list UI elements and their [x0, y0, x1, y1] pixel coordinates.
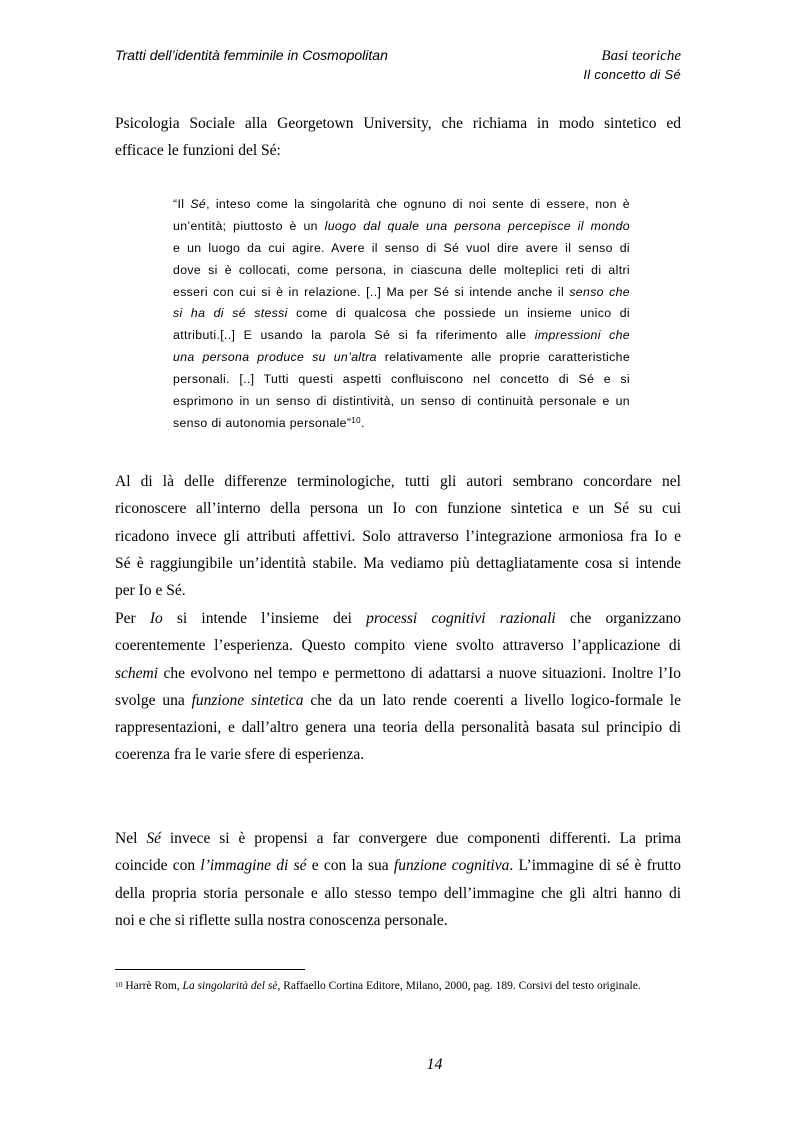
text-line [115, 714, 681, 741]
text-run: relativamente alle proprie caratteristiche [376, 350, 631, 365]
text-run: Per [115, 610, 150, 627]
text-run: efficace le funzioni del Sé: [115, 142, 281, 160]
text-line [115, 605, 681, 632]
italic-run: Sé [190, 197, 207, 211]
text-run: della propria storia personale e allo stesso tempo dell’immagine che gli altri hanno di [115, 884, 681, 902]
text-run: coerenza fra le varie sfere di esperienza. [115, 746, 365, 764]
text-line [115, 110, 681, 137]
text-line [173, 282, 630, 304]
header-subsection-title: Il concetto di Sé [583, 67, 681, 82]
block-quote [173, 194, 630, 435]
footnote-author: Harrè Rom, [122, 980, 183, 992]
text-line [115, 852, 681, 879]
text-line [115, 825, 681, 852]
paragraph-2 [115, 605, 681, 769]
text-run: Sé è raggiungibile un’identità stabile. Ma vediamo più dettagliatamente cosa si intende [115, 554, 681, 572]
italic-run: si ha di sé stessi [173, 306, 288, 321]
text-line [115, 523, 681, 550]
text-run: senso di autonomia personale” [173, 415, 352, 430]
intro-paragraph [115, 110, 681, 165]
header-section-title: Basi teoriche [601, 48, 681, 64]
text-run: come di qualcosa che possiede un insieme unico di [287, 306, 630, 321]
text-run: Psicologia Sociale alla Georgetown University, che richiama in modo sintetico ed [115, 115, 681, 132]
text-line [173, 325, 630, 347]
text-line [115, 577, 681, 604]
text-line [115, 468, 681, 495]
text-run: ricadono invece gli attributi affettivi. Solo attraverso l’integrazione armoniosa fra Io e [115, 527, 681, 545]
text-run: si intende l’insieme dei [162, 610, 367, 627]
italic-run: processi cognitivi razionali [366, 610, 556, 627]
paragraph-1 [115, 468, 681, 604]
text-line [173, 194, 630, 216]
text-run: coincide con [115, 857, 201, 875]
paragraph-3 [115, 825, 681, 934]
footnote-ref: 10 [351, 415, 361, 425]
text-run: coerentemente l’esperienza. Questo compito viene svolto attraverso l’applicazione di [115, 637, 681, 655]
text-run: “Il [173, 197, 191, 211]
text-run: personali. [..] Tutti questi aspetti confluiscono nel concetto di Sé e si [173, 372, 630, 387]
text-run: . [360, 415, 365, 430]
text-run: svolge una [115, 691, 192, 709]
text-run: dove si è collocati, come persona, in ciascuna delle molteplici reti di altri [173, 262, 630, 277]
footnote-title: La singolarità del sè [182, 980, 278, 992]
text-run: che organizzano [555, 610, 682, 627]
text-line [115, 880, 681, 907]
text-run: , inteso come la singolarità che ognuno di noi sente di essere, non è [206, 197, 630, 211]
text-run: riconoscere all’interno della persona un Io con funzione sintetica e un Sé su cui [115, 500, 681, 518]
text-run: esprimono in un senso di distintività, un senso di continuità personale e un [173, 394, 630, 409]
text-run: attributi.[..] E usando la parola Sé si fa riferimento alle [173, 328, 535, 343]
italic-run: senso che [569, 284, 630, 299]
text-run: che evolvono nel tempo e permettono di adattarsi a nuove situazioni. Inoltre l’Io [158, 664, 681, 682]
text-run: un’entità; piuttosto è un [173, 218, 325, 233]
text-line [173, 260, 630, 282]
header-left-title: Tratti dell’identità femminile in Cosmopolitan [115, 47, 388, 63]
text-line [115, 550, 681, 577]
italic-run: Sé [146, 830, 161, 847]
text-line [115, 137, 681, 164]
footnote-separator [115, 969, 305, 970]
text-line [115, 660, 681, 687]
italic-run: luogo dal quale una persona percepisce il mondo [324, 218, 630, 233]
text-line [173, 216, 630, 238]
text-line [173, 347, 630, 369]
footnote-number: 10 [115, 980, 123, 989]
italic-run: impressioni che [534, 328, 630, 343]
text-run: che da un lato rende coerenti a livello logico-formale le [303, 691, 681, 709]
text-line [173, 369, 630, 391]
text-line [173, 238, 630, 260]
footnote [115, 978, 681, 994]
text-run: Al di là delle differenze terminologiche, tutti gli autori sembrano concordare nel [115, 473, 681, 490]
text-line [115, 495, 681, 522]
italic-run: una persona produce su un’altra [173, 350, 377, 365]
text-run: per Io e Sé. [115, 582, 186, 600]
text-run: e con la sua [306, 857, 394, 875]
footnote-rest: , Raffaello Cortina Editore, Milano, 2000, pag. 189. Corsivi del testo originale. [277, 980, 641, 992]
text-line [115, 907, 681, 934]
italic-run: schemi [115, 664, 159, 682]
text-run: esseri con cui si è in relazione. [..] Ma per Sé si intende anche il [173, 284, 570, 299]
text-run: invece si è propensi a far convergere due componenti differenti. La prima [160, 830, 681, 847]
text-run: . L’immagine di sé è frutto [509, 857, 682, 875]
italic-run: funzione cognitiva [393, 857, 510, 875]
text-line [173, 391, 630, 413]
text-run: e un luogo da cui agire. Avere il senso di Sé vuol dire avere il senso di [173, 240, 630, 255]
text-run: rappresentazioni, e dall’altro genera una teoria della personalità basata sul principio di [115, 719, 681, 737]
text-line [173, 413, 630, 435]
text-run: Nel [115, 830, 147, 847]
page-number: 14 [426, 1056, 443, 1073]
italic-run: funzione sintetica [191, 691, 304, 709]
italic-run: l’immagine di sé [200, 857, 307, 875]
text-line [115, 687, 681, 714]
text-run: noi e che si riflette sulla nostra conoscenza personale. [115, 911, 448, 929]
text-line [115, 741, 681, 768]
text-line [115, 632, 681, 659]
italic-run: Io [149, 610, 163, 627]
text-line [173, 303, 630, 325]
